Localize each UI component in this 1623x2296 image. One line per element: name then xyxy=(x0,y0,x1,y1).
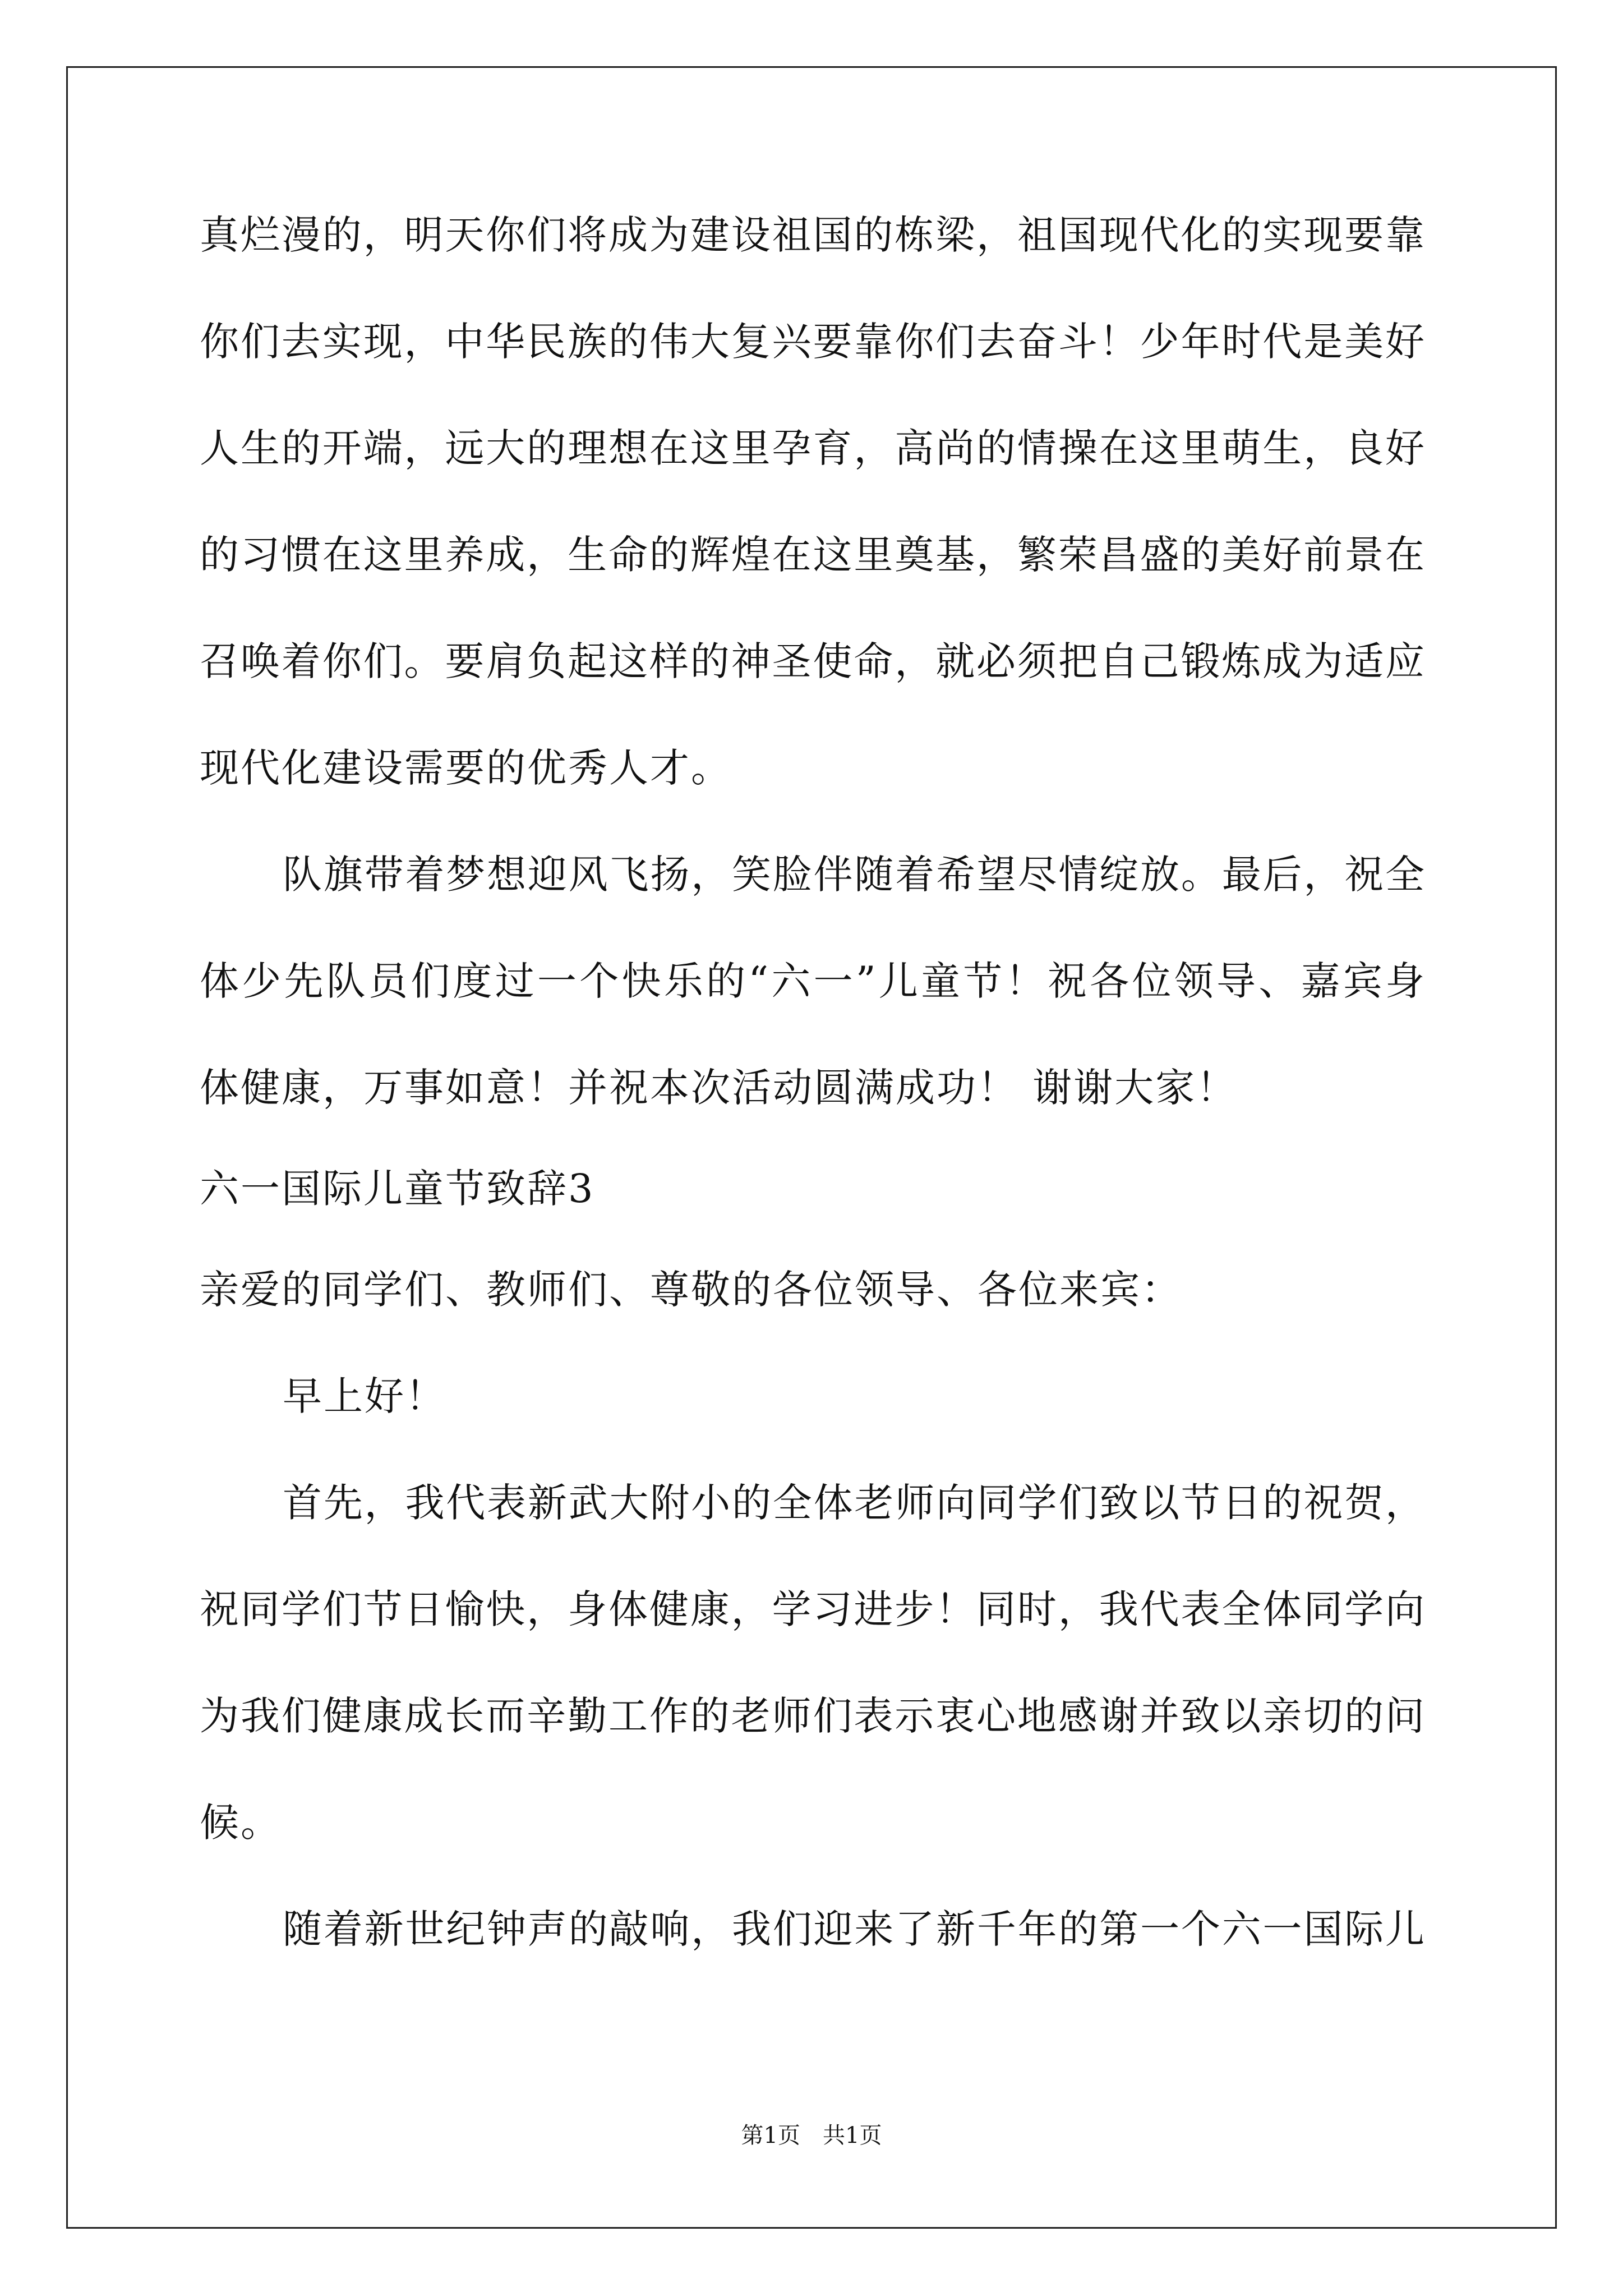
text-line: 祝同学们节日愉快，身体健康，学习进步！同时，我代表全体同学向 xyxy=(200,1586,1424,1632)
text-line: 首先，我代表新武大附小的全体老师向同学们致以节日的祝贺， xyxy=(283,1480,1424,1526)
page-footer: 第1页 共1页 xyxy=(741,2123,882,2148)
text-line: 队旗带着梦想迎风飞扬，笑脸伴随着希望尽情绽放。最后，祝全 xyxy=(283,852,1424,898)
salutation: 亲爱的同学们、教师们、尊敬的各位领导、各位来宾： xyxy=(200,1267,1182,1313)
text-line: 现代化建设需要的优秀人才。 xyxy=(200,745,732,791)
text-line: 体少先队员们度过一个快乐的“六一”儿童节！祝各位领导、嘉宾身 xyxy=(200,958,1424,1004)
section-heading: 六一国际儿童节致辞3 xyxy=(200,1166,595,1212)
text-line: 早上好！ xyxy=(283,1373,446,1419)
text-line: 真烂漫的，明天你们将成为建设祖国的栋梁，祖国现代化的实现要靠 xyxy=(200,212,1424,258)
text-line: 的习惯在这里养成，生命的辉煌在这里奠基，繁荣昌盛的美好前景在 xyxy=(200,532,1424,578)
text-line: 召唤着你们。要肩负起这样的神圣使命，就必须把自己锻炼成为适应 xyxy=(200,638,1424,684)
text-line: 人生的开端，远大的理想在这里孕育，高尚的情操在这里萌生，良好 xyxy=(200,425,1424,471)
text-line: 体健康，万事如意！并祝本次活动圆满成功！ 谢谢大家！ xyxy=(200,1065,1238,1111)
text-line: 随着新世纪钟声的敲响，我们迎来了新千年的第一个六一国际儿 xyxy=(283,1906,1424,1952)
text-line: 为我们健康成长而辛勤工作的老师们表示衷心地感谢并致以亲切的问 xyxy=(200,1693,1424,1739)
text-line: 候。 xyxy=(200,1800,282,1846)
text-line: 你们去实现，中华民族的伟大复兴要靠你们去奋斗！少年时代是美好 xyxy=(200,319,1424,365)
